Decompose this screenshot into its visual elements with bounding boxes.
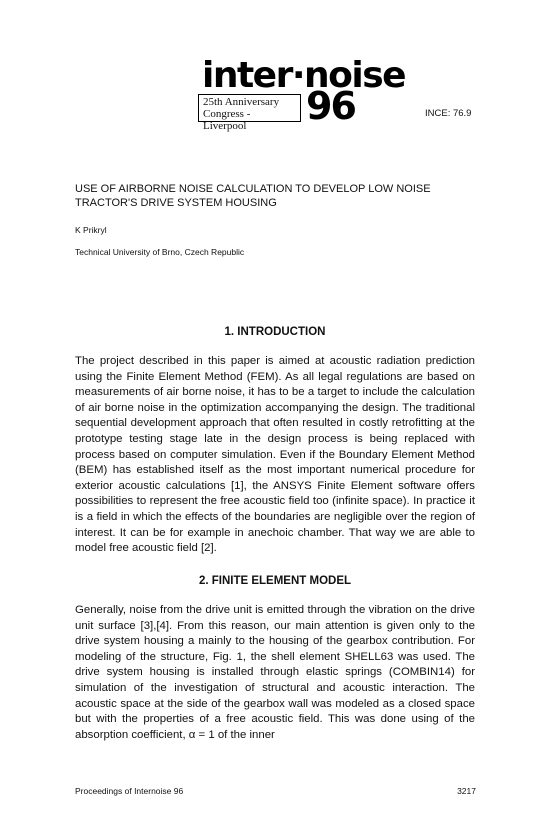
anniversary-line1: 25th Anniversary <box>203 96 280 108</box>
anniversary-line2: Congress - Liverpool <box>203 108 251 132</box>
section-heading-finite-element-model: 2. FINITE ELEMENT MODEL <box>198 575 352 587</box>
conference-logo <box>196 55 406 132</box>
section-text-introduction: The project described in this paper is aimed at acoustic radiation prediction using the Finite Element Method (FEM). As all legal regulations are based on measurements of air borne noise, it has to be a target to include the calculation of air borne noise in the optimization accompanying the design. The traditional sequential development approach that often resulted in costly retrofitting at the prototype testing stage late in the design process is being replaced with process based on computer simulation. Even if the Boundary Element Method (BEM) has established itself as the most important numerical procedure for exterior acoustic calculations [1], the ANSYS Finite Element software offers possibilities to represent the free acoustic field too (infinite space). In practice it is a field in which the effects of the boundaries are negligible over the region of interest. It can be for example in anechoic chamber. That way we are able to model free acoustic field [2]. <box>75 355 475 555</box>
section-heading-introduction: 1. INTRODUCTION <box>224 326 326 338</box>
footer-proceedings: Proceedings of Internoise 96 <box>75 786 184 796</box>
paper-affiliation: Technical University of Brno, Czech Republic <box>75 247 245 257</box>
paper-title: USE OF AIRBORNE NOISE CALCULATION TO DEVELOP LOW NOISE TRACTOR'S DRIVE SYSTEM HOUSING <box>75 183 431 209</box>
logo-year: 96 <box>306 84 355 128</box>
footer-page-number: 3217 <box>457 786 476 796</box>
section-text-finite-element-model: Generally, noise from the drive unit is emitted through the vibration on the drive unit surface [3],[4]. From this reason, our main attention is given only to the drive system housing a mainly to the housing of the gearbox contribution. For modeling of the structure, Fig. 1, the shell element SHELL63 was used. The drive system housing is installed through elastic springs (COMBIN14) for simulation of the investigation of structural and acoustic interaction. The acoustic space at the side of the gearbox wall was modeled as a closed space but with the properties of a free acoustic field. This was done using of the absorption coefficient, α = 1 of the inner <box>75 604 475 741</box>
ince-code: INCE: 76.9 <box>425 108 472 119</box>
paper-author: K Prikryl <box>75 225 107 235</box>
logo-wordmark: inter·noise <box>202 55 406 96</box>
anniversary-box <box>198 94 301 132</box>
